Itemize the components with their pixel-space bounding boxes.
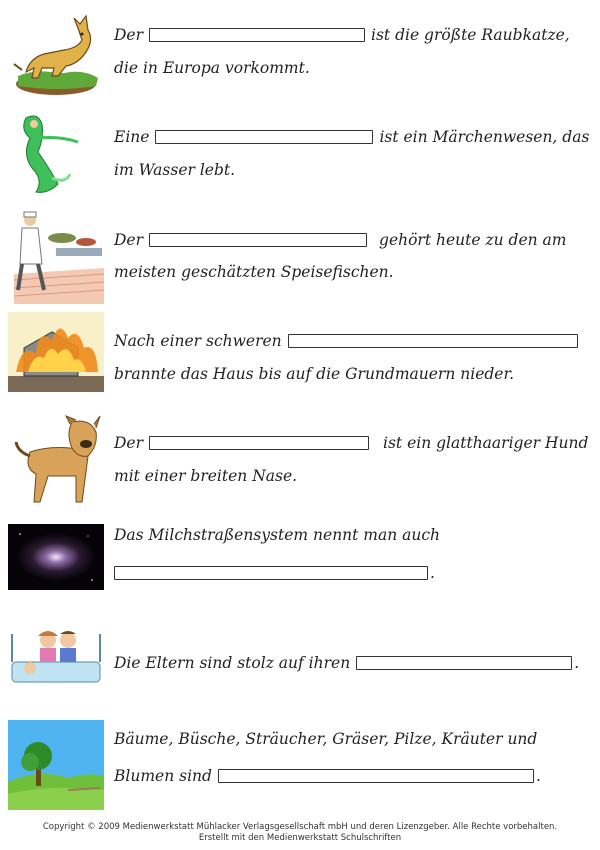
blank-field[interactable]	[149, 436, 369, 450]
sentence-text: Der	[114, 26, 144, 44]
sentence-text: die in Europa vorkommt.	[114, 59, 310, 77]
sentence-text: .	[574, 654, 580, 672]
galaxy-icon	[8, 524, 104, 590]
sentence-text: Der	[114, 231, 144, 249]
sentence-text: Nach einer schweren	[114, 332, 282, 350]
copyright-text: Copyright © 2009 Medienwerkstatt Mühlacker Verlagsgesellschaft mbH und deren Lizenzgeber. Alle Rechte vorbehalten.	[42, 822, 558, 832]
dog-icon	[8, 412, 104, 508]
sentence-text: mit einer breiten Nase.	[114, 467, 298, 485]
sentence-text: meisten geschätzten Speisefischen.	[114, 263, 394, 281]
landscape-icon	[8, 720, 104, 810]
blank-field[interactable]	[356, 656, 572, 670]
sentence-text: Bäume, Büsche, Sträucher, Gräser, Pilze, Kräuter und	[114, 730, 538, 748]
sentence-text: Die Eltern sind stolz auf ihren	[114, 654, 351, 672]
lynx-icon	[8, 6, 104, 98]
sentence-text: .	[430, 564, 435, 582]
sentence-text: ist die größte Raubkatze,	[371, 26, 570, 44]
parents-with-baby-icon	[8, 624, 104, 688]
blank-field[interactable]	[149, 28, 365, 42]
blank-field[interactable]	[218, 769, 534, 783]
blank-field[interactable]	[149, 233, 367, 247]
sentence-text: Das Milchstraßensystem nennt man auch	[114, 526, 441, 544]
sentence-text: ist ein Märchenwesen, das	[379, 128, 590, 146]
sentence-text: Der	[114, 434, 144, 452]
burning-house-icon	[8, 312, 104, 392]
credit-text: Erstellt mit den Medienwerkstatt Schulschriften	[198, 833, 402, 843]
footer	[0, 822, 600, 844]
blank-field[interactable]	[155, 130, 373, 144]
sentence-text: ist ein glatthaariger Hund	[383, 434, 589, 452]
water-nymph-icon	[8, 108, 104, 200]
waiter-with-fish-icon	[8, 208, 104, 304]
sentence-text: gehört heute zu den am	[379, 231, 567, 249]
blank-field[interactable]	[114, 566, 428, 580]
sentence-text: Blumen sind	[114, 767, 212, 785]
sentence-text: Eine	[114, 128, 150, 146]
sentence-text: .	[535, 767, 541, 785]
sentence-text: im Wasser lebt.	[114, 161, 236, 179]
sentence-text: brannte das Haus bis auf die Grundmauern nieder.	[114, 365, 515, 383]
blank-field[interactable]	[288, 334, 578, 348]
